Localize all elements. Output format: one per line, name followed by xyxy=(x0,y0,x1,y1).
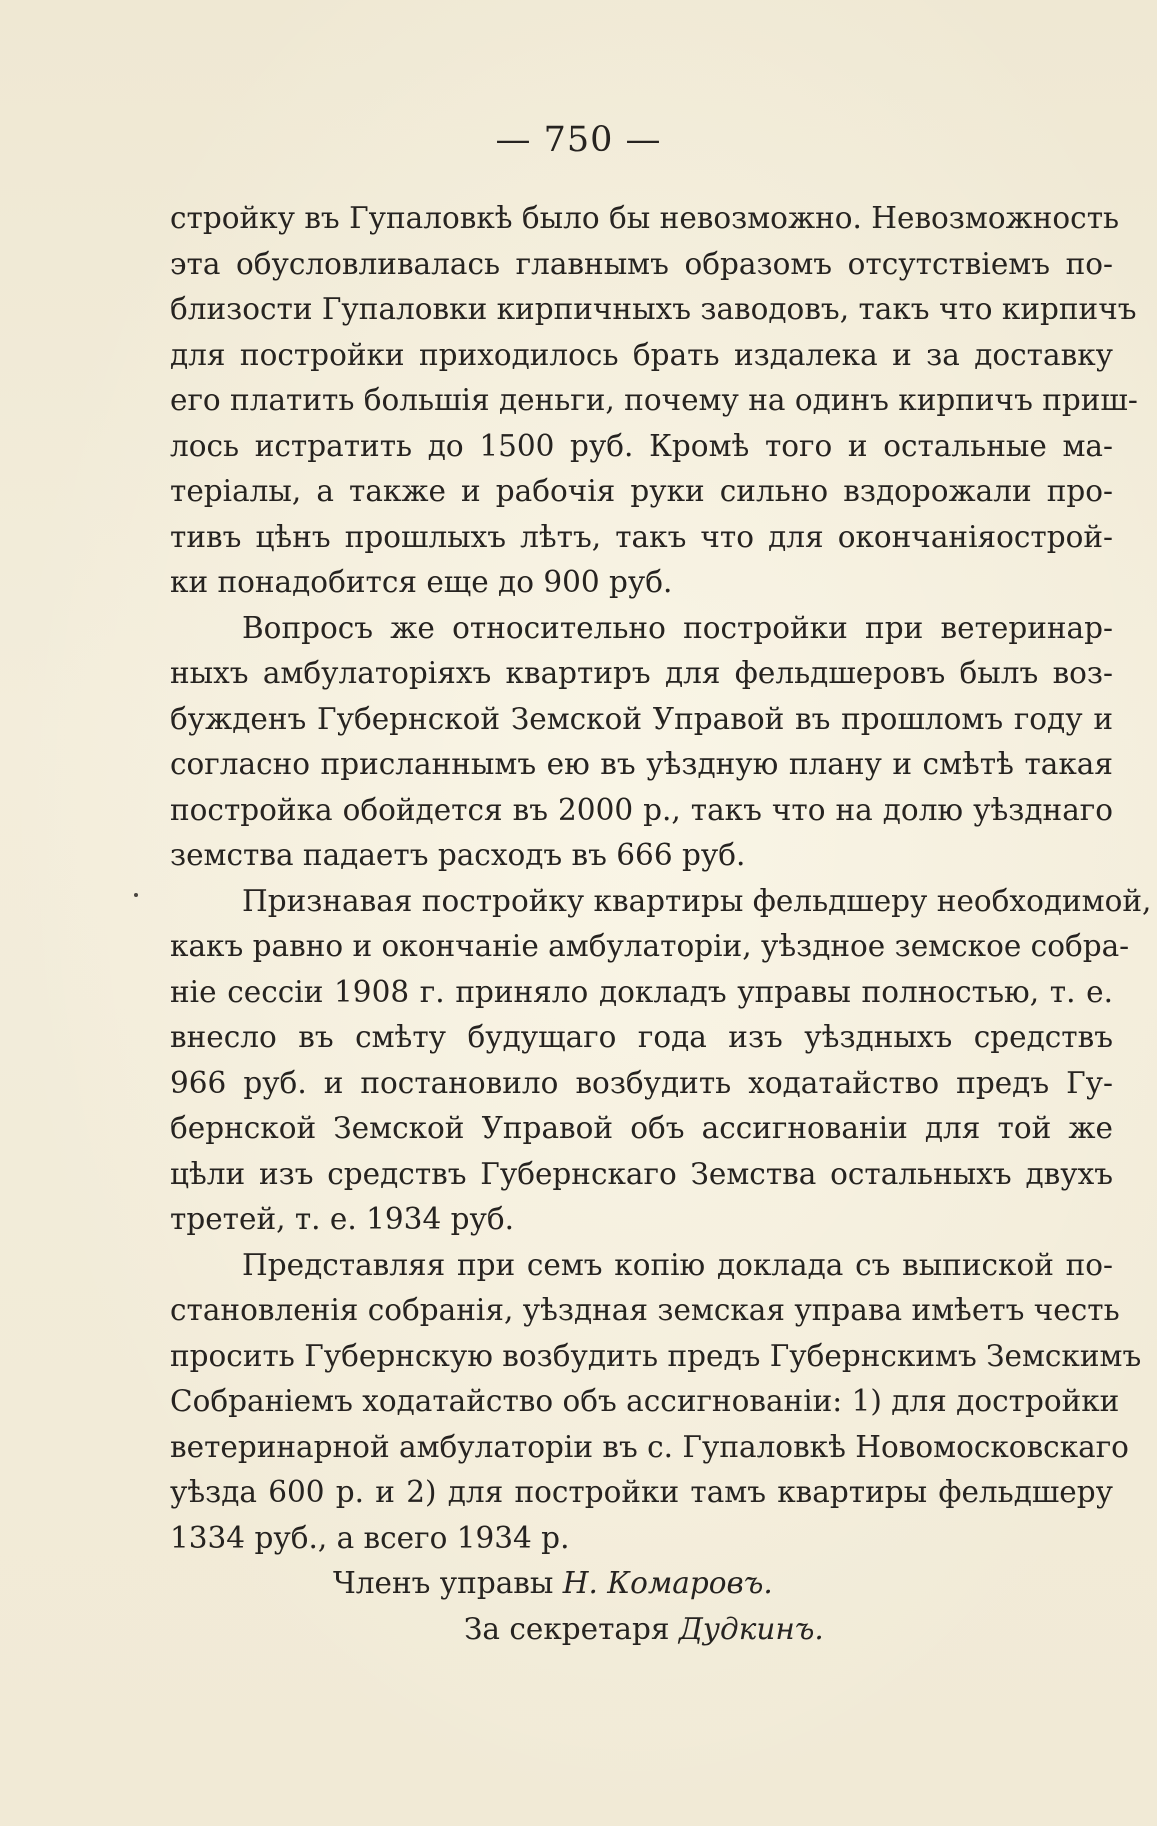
text-line: Признавая постройку квартиры фельдшеру необходимой, xyxy=(242,883,1152,918)
text-line: тивъ цѣнъ прошлыхъ лѣтъ, такъ что для окончаніяострой- xyxy=(170,519,1113,554)
text-line: лось истратить до 1500 руб. Кромѣ того и остальные ма- xyxy=(170,428,1113,463)
signature-member xyxy=(170,1561,1113,1607)
body-text xyxy=(170,196,1152,1652)
text-line: стройку въ Гупаловкѣ было бы невозможно. Невозможность xyxy=(170,201,1120,235)
text-line: ніе сессіи 1908 г. приняло докладъ управы полностью, т. е. xyxy=(170,974,1113,1009)
text-line: уѣзда 600 р. и 2) для постройки тамъ квартиры фельдшеру xyxy=(170,1475,1113,1509)
text-line: Представляя при семъ копію доклада съ выпиской по- xyxy=(242,1247,1113,1282)
text-line: цѣли изъ средствъ Губернскаго Земства остальныхъ двухъ xyxy=(170,1156,1113,1191)
paragraph-2 xyxy=(170,606,1113,879)
text-line: постройка обойдется въ 2000 р., такъ что на долю уѣзднаго xyxy=(170,792,1113,827)
text-line: просить Губернскую возбудить предъ Губернскимъ Земскимъ xyxy=(170,1338,1142,1373)
text-line: Собраніемъ ходатайство объ ассигнованіи: 1) для достройки xyxy=(170,1384,1120,1418)
signature-secretary xyxy=(170,1607,1113,1653)
text-line: близости Гупаловки кирпичныхъ заводовъ, такъ что кирпичъ xyxy=(170,292,1137,326)
margin-mark xyxy=(134,893,138,897)
text-line: его платить большія деньги, почему на одинъ кирпичъ приш- xyxy=(170,383,1138,417)
text-line: теріалы, а также и рабочія руки сильно вздорожали про- xyxy=(170,474,1113,508)
paragraph-1 xyxy=(170,196,1138,606)
text-line: какъ равно и окончаніе амбулаторіи, уѣздное земское собра- xyxy=(170,929,1130,963)
text-line: 966 руб. и постановило возбудить ходатайство предъ Гу- xyxy=(170,1065,1113,1100)
text-line: земства падаетъ расходъ въ 666 руб. xyxy=(170,838,746,872)
text-line: для постройки приходилось брать издалека и за доставку xyxy=(170,337,1113,372)
text-line: эта обусловливалась главнымъ образомъ отсутствіемъ по- xyxy=(170,246,1113,281)
signature-role: За секретаря xyxy=(464,1611,670,1646)
text-line: ветеринарной амбулаторіи въ с. Гупаловкѣ Новомосковскаго xyxy=(170,1429,1129,1464)
text-line: становленія собранія, уѣздная земская управа имѣетъ честь xyxy=(170,1293,1120,1327)
page-number: — 750 — xyxy=(495,120,662,160)
text-line: ки понадобится еще до 900 руб. xyxy=(170,565,673,599)
text-line: 1334 руб., а всего 1934 р. xyxy=(170,1520,570,1555)
text-line: третей, т. е. 1934 руб. xyxy=(170,1202,514,1236)
paragraph-3 xyxy=(170,879,1152,1243)
signature-name: Н. Комаровъ. xyxy=(562,1566,773,1600)
text-line: согласно присланнымъ ею въ уѣздную плану и смѣтѣ такая xyxy=(170,747,1113,781)
text-line: бужденъ Губернской Земской Управой въ прошломъ году и xyxy=(170,701,1113,736)
text-line: бернской Земской Управой объ ассигнованіи для той же xyxy=(170,1111,1113,1145)
text-line: внесло въ смѣту будущаго года изъ уѣздныхъ средствъ xyxy=(170,1020,1113,1054)
paragraph-4 xyxy=(170,1243,1142,1562)
signature-role: Членъ управы xyxy=(333,1566,554,1600)
text-line: ныхъ амбулаторіяхъ квартиръ для фельдшеровъ былъ воз- xyxy=(170,656,1113,690)
signature-name: Дудкинъ. xyxy=(678,1611,824,1646)
text-line: Вопросъ же относительно постройки при ветеринар- xyxy=(242,610,1113,645)
